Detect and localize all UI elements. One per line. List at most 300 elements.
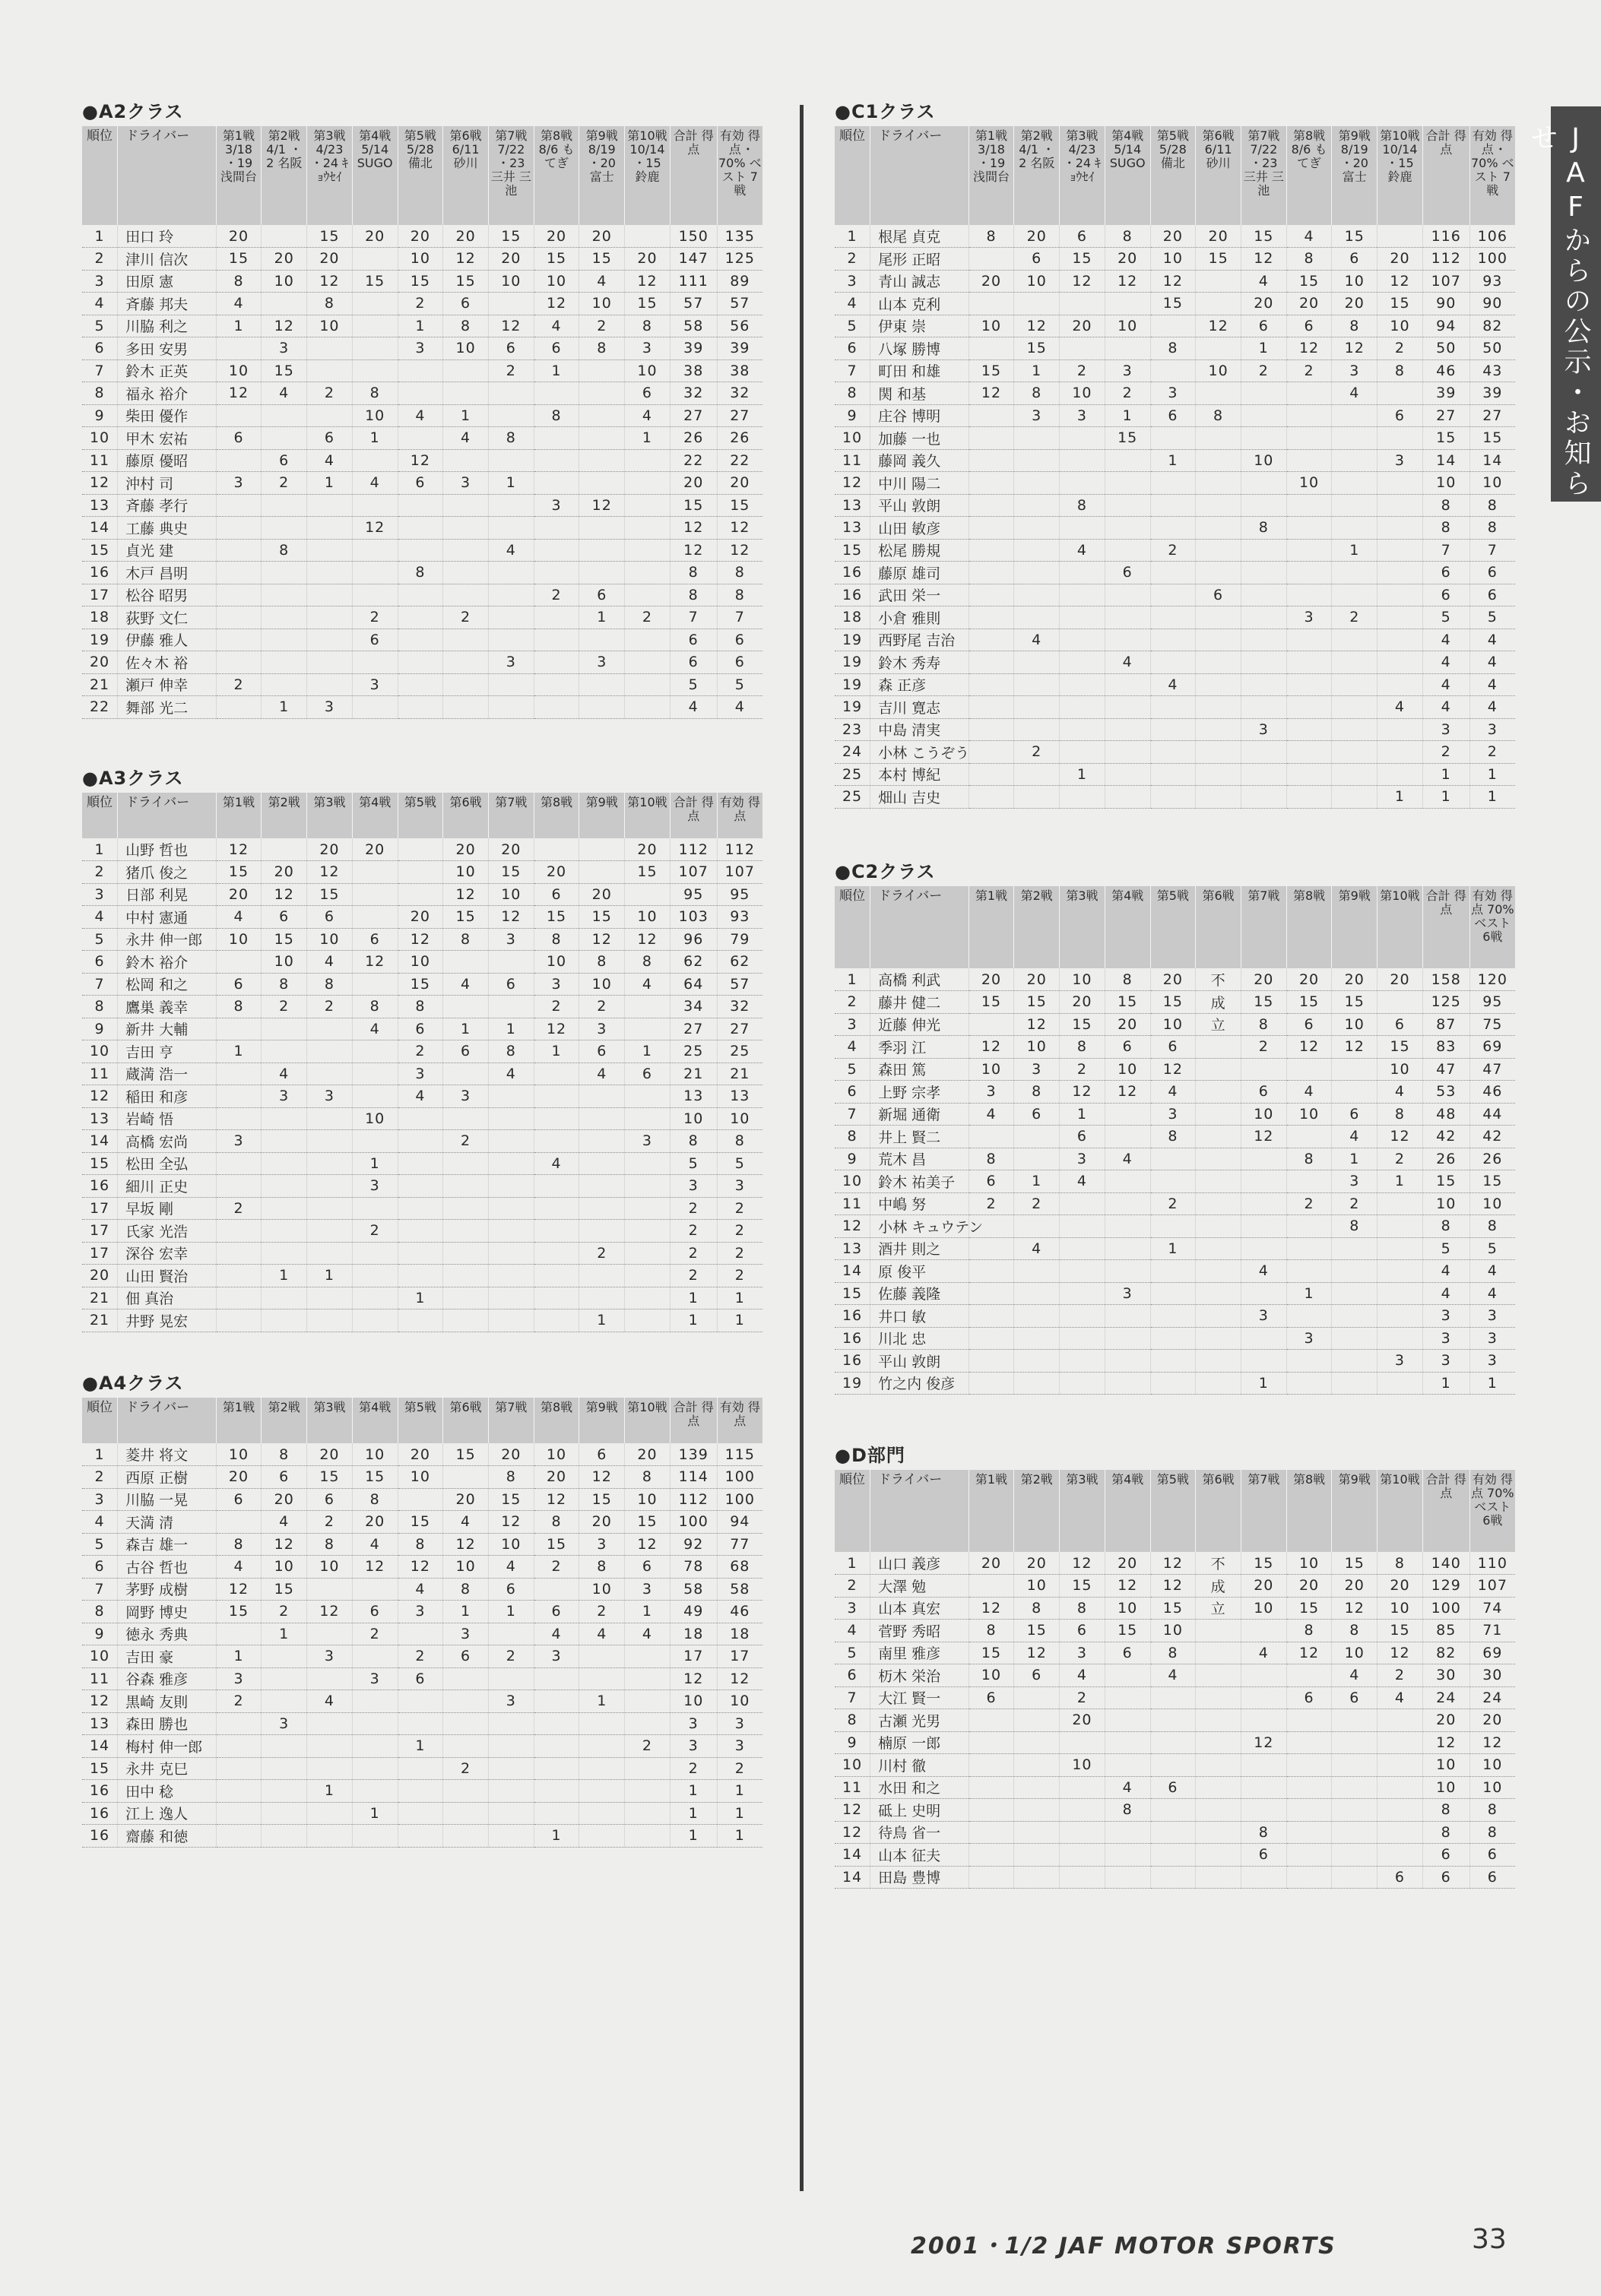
score-cell xyxy=(1377,1282,1423,1305)
driver-name: 田口 玲 xyxy=(118,225,217,248)
score-cell xyxy=(1377,1237,1423,1260)
rank-cell: 14 xyxy=(835,1866,870,1889)
score-cell xyxy=(488,629,534,651)
score-cell: 2 xyxy=(1377,1664,1423,1687)
score-cell: 1 xyxy=(352,427,398,450)
table-row xyxy=(82,472,762,495)
score-cell: 12 xyxy=(1150,1552,1196,1575)
score-cell xyxy=(1196,696,1241,719)
score-cell xyxy=(1014,1731,1060,1754)
score-cell: 20 xyxy=(488,1443,534,1466)
rank-cell: 5 xyxy=(835,315,870,337)
score-cell: 1 xyxy=(488,1601,534,1623)
score-cell: 12 xyxy=(1241,1731,1286,1754)
score-cell xyxy=(1014,1148,1060,1170)
score-cell: 3 xyxy=(488,1690,534,1713)
points-cell: 125 xyxy=(1422,991,1469,1014)
score-cell: 1 xyxy=(579,1690,625,1713)
score-cell xyxy=(969,1799,1014,1822)
driver-name: 山本 真宏 xyxy=(870,1597,969,1620)
points-cell: 4 xyxy=(1422,651,1469,674)
score-cell xyxy=(1196,763,1241,786)
score-cell xyxy=(534,1130,579,1153)
score-cell xyxy=(443,1712,489,1735)
score-cell: 10 xyxy=(1286,1552,1332,1575)
standings-table xyxy=(835,126,1515,809)
score-cell: 2 xyxy=(579,1242,625,1265)
score-cell xyxy=(488,1623,534,1645)
table-row xyxy=(82,1690,762,1713)
score-cell: 8 xyxy=(534,928,579,951)
score-cell xyxy=(398,1152,443,1175)
score-cell xyxy=(443,449,489,472)
score-cell xyxy=(1150,1821,1196,1844)
points-cell: 57 xyxy=(717,293,762,315)
score-cell xyxy=(1060,1821,1105,1844)
score-cell: 4 xyxy=(625,404,671,427)
score-cell xyxy=(1241,696,1286,719)
score-cell: 12 xyxy=(969,382,1014,405)
score-cell xyxy=(534,1667,579,1690)
score-cell: 4 xyxy=(443,427,489,450)
points-cell: 24 xyxy=(1469,1686,1515,1709)
score-cell: 6 xyxy=(262,449,307,472)
driver-name: 佐々木 裕 xyxy=(118,651,217,674)
table-row xyxy=(82,1488,762,1511)
score-cell: 15 xyxy=(307,883,353,906)
driver-header: ドライバー xyxy=(118,1398,217,1443)
score-cell xyxy=(488,1780,534,1803)
score-cell: 6 xyxy=(1377,1013,1423,1036)
score-cell: 4 xyxy=(216,1556,262,1579)
score-cell xyxy=(969,293,1014,315)
score-cell: 12 xyxy=(579,494,625,517)
score-cell: 4 xyxy=(443,1511,489,1534)
score-cell: 8 xyxy=(1286,248,1332,271)
score-cell xyxy=(488,1310,534,1332)
d-class-section xyxy=(835,1441,1515,1889)
score-cell: 4 xyxy=(262,382,307,405)
score-cell xyxy=(1377,1327,1423,1350)
score-cell: 20 xyxy=(969,1552,1014,1575)
round-header: 第5戦 5/28 備北 xyxy=(1150,126,1196,225)
score-cell: 3 xyxy=(488,928,534,951)
score-cell xyxy=(1014,1215,1060,1238)
standings-table xyxy=(835,1470,1515,1889)
score-cell: 8 xyxy=(1377,359,1423,382)
score-cell: 8 xyxy=(1014,1081,1060,1104)
score-cell: 4 xyxy=(579,270,625,293)
score-cell: 2 xyxy=(352,606,398,629)
score-cell: 10 xyxy=(1377,1058,1423,1081)
score-cell: 12 xyxy=(488,906,534,929)
driver-name: 吉川 寛志 xyxy=(870,696,969,719)
driver-name: 谷森 雅彦 xyxy=(118,1667,217,1690)
score-cell: 3 xyxy=(1332,359,1377,382)
score-cell: 2 xyxy=(534,584,579,606)
score-cell: 3 xyxy=(534,973,579,996)
score-cell xyxy=(443,1062,489,1085)
score-cell xyxy=(1241,472,1286,495)
points-cell: 150 xyxy=(670,225,717,248)
score-cell xyxy=(579,1780,625,1803)
points-cell: 43 xyxy=(1469,359,1515,382)
score-cell xyxy=(1377,1192,1423,1215)
points-cell: 30 xyxy=(1422,1664,1469,1687)
round-header: 第7戦 7/22 ・23 三井 三池 xyxy=(1241,126,1286,225)
score-cell: 12 xyxy=(1286,337,1332,360)
round-header: 第8戦 xyxy=(1286,886,1332,968)
score-cell: 4 xyxy=(1060,1664,1105,1687)
score-cell: 2 xyxy=(1014,741,1060,764)
score-cell xyxy=(488,293,534,315)
score-cell xyxy=(579,1712,625,1735)
score-cell xyxy=(398,1197,443,1220)
score-cell: 10 xyxy=(1060,968,1105,991)
score-cell: 成 xyxy=(1196,1575,1241,1598)
score-cell xyxy=(443,1690,489,1713)
points-cell: 1 xyxy=(670,1780,717,1803)
c2-class-section xyxy=(835,857,1515,1395)
score-cell: 2 xyxy=(352,1623,398,1645)
points-cell: 3 xyxy=(1469,718,1515,741)
points-cell: 12 xyxy=(670,539,717,562)
score-cell xyxy=(1241,539,1286,562)
score-cell xyxy=(534,1578,579,1601)
rank-cell: 1 xyxy=(82,1443,118,1466)
score-cell: 6 xyxy=(1332,248,1377,271)
points-cell: 8 xyxy=(717,584,762,606)
score-cell xyxy=(488,1130,534,1153)
score-cell: 6 xyxy=(1060,1620,1105,1642)
points-cell: 50 xyxy=(1422,337,1469,360)
score-cell xyxy=(1241,1350,1286,1373)
score-cell xyxy=(1196,1036,1241,1059)
points-cell: 10 xyxy=(670,1690,717,1713)
score-cell xyxy=(488,1242,534,1265)
score-cell xyxy=(1377,763,1423,786)
score-cell xyxy=(1241,651,1286,674)
score-cell xyxy=(969,1350,1014,1373)
points-cell: 3 xyxy=(670,1735,717,1758)
score-cell xyxy=(1105,539,1150,562)
score-cell: 4 xyxy=(1286,1081,1332,1104)
points-cell: 3 xyxy=(717,1175,762,1198)
score-cell: 10 xyxy=(307,1556,353,1579)
rank-cell: 19 xyxy=(835,696,870,719)
score-cell xyxy=(1150,1282,1196,1305)
score-cell xyxy=(1286,673,1332,696)
points-cell: 5 xyxy=(717,673,762,696)
round-header: 第7戦 xyxy=(488,793,534,838)
score-cell xyxy=(307,517,353,540)
score-cell: 12 xyxy=(398,449,443,472)
driver-name: 蔵満 浩一 xyxy=(118,1062,217,1085)
points-cell: 10 xyxy=(670,1107,717,1130)
round-header: 第3戦 4/23 ・24 ｷｮｳｾｲ xyxy=(1060,126,1105,225)
score-cell xyxy=(1150,718,1196,741)
score-cell: 不 xyxy=(1196,1552,1241,1575)
table-row xyxy=(82,248,762,271)
rank-cell: 19 xyxy=(835,1372,870,1395)
points-cell: 10 xyxy=(1422,472,1469,495)
driver-name: 舞部 光二 xyxy=(118,696,217,719)
score-cell: 15 xyxy=(262,359,307,382)
driver-name: 古谷 哲也 xyxy=(118,1556,217,1579)
score-cell xyxy=(216,1018,262,1040)
score-cell xyxy=(1377,539,1423,562)
score-cell xyxy=(1377,1260,1423,1283)
score-cell xyxy=(1196,1866,1241,1889)
score-cell: 3 xyxy=(1377,1350,1423,1373)
score-cell xyxy=(1150,427,1196,450)
score-cell: 3 xyxy=(443,472,489,495)
points-header: 有効 得点 xyxy=(717,793,762,838)
driver-name: 松田 全弘 xyxy=(118,1152,217,1175)
score-cell xyxy=(579,1197,625,1220)
table-row xyxy=(82,1601,762,1623)
score-cell xyxy=(1196,651,1241,674)
driver-name: 早坂 剛 xyxy=(118,1197,217,1220)
table-row xyxy=(82,1107,762,1130)
score-cell xyxy=(1377,1305,1423,1328)
points-cell: 57 xyxy=(670,293,717,315)
score-cell: 4 xyxy=(1241,1260,1286,1283)
score-cell xyxy=(262,1645,307,1668)
driver-name: 鈴木 秀寿 xyxy=(870,651,969,674)
score-cell xyxy=(579,1085,625,1108)
driver-name: 大澤 勉 xyxy=(870,1575,969,1598)
score-cell: 20 xyxy=(262,861,307,884)
score-cell xyxy=(1150,606,1196,629)
score-cell xyxy=(534,838,579,861)
rank-cell: 3 xyxy=(835,1013,870,1036)
round-header: 第1戦 3/18 ・19 浅間台 xyxy=(216,126,262,225)
score-cell: 15 xyxy=(1150,991,1196,1014)
score-cell: 10 xyxy=(534,1443,579,1466)
score-cell: 10 xyxy=(443,337,489,360)
score-cell: 2 xyxy=(307,996,353,1018)
rank-cell: 16 xyxy=(835,584,870,606)
driver-name: 井野 晃宏 xyxy=(118,1310,217,1332)
table-row xyxy=(835,1821,1515,1844)
score-cell: 2 xyxy=(443,1757,489,1780)
score-cell: 2 xyxy=(1377,337,1423,360)
score-cell: 6 xyxy=(1332,1103,1377,1126)
score-cell xyxy=(625,1712,671,1735)
score-cell: 20 xyxy=(1286,293,1332,315)
rank-cell: 7 xyxy=(835,359,870,382)
driver-name: 原 俊平 xyxy=(870,1260,969,1283)
score-cell: 15 xyxy=(1105,1620,1150,1642)
score-cell xyxy=(1105,1821,1150,1844)
score-cell xyxy=(1105,741,1150,764)
score-cell xyxy=(398,517,443,540)
score-cell: 15 xyxy=(534,906,579,929)
score-cell xyxy=(352,494,398,517)
score-cell xyxy=(969,1372,1014,1395)
round-header: 第9戦 8/19 ・20 富士 xyxy=(1332,126,1377,225)
score-cell xyxy=(216,1265,262,1287)
score-cell: 15 xyxy=(534,1533,579,1556)
score-cell xyxy=(443,1220,489,1243)
points-cell: 103 xyxy=(670,906,717,929)
score-cell xyxy=(216,1175,262,1198)
rank-cell: 9 xyxy=(835,1148,870,1170)
score-cell xyxy=(1377,991,1423,1014)
rank-cell: 11 xyxy=(82,449,118,472)
score-cell: 2 xyxy=(1060,1686,1105,1709)
points-cell: 77 xyxy=(717,1533,762,1556)
score-cell: 1 xyxy=(625,427,671,450)
score-cell: 20 xyxy=(1332,1575,1377,1598)
score-cell: 4 xyxy=(579,1062,625,1085)
score-cell xyxy=(579,1802,625,1825)
score-cell: 6 xyxy=(307,906,353,929)
score-cell: 10 xyxy=(969,1058,1014,1081)
points-cell: 5 xyxy=(670,673,717,696)
score-cell: 2 xyxy=(1150,539,1196,562)
driver-name: 茅野 成樹 xyxy=(118,1578,217,1601)
score-cell xyxy=(1105,472,1150,495)
points-cell: 1 xyxy=(670,1825,717,1848)
score-cell xyxy=(1014,718,1060,741)
score-cell xyxy=(262,606,307,629)
score-cell xyxy=(352,248,398,271)
score-cell: 12 xyxy=(216,1578,262,1601)
points-cell: 8 xyxy=(1422,1821,1469,1844)
score-cell xyxy=(625,1690,671,1713)
rank-cell: 16 xyxy=(82,1802,118,1825)
score-cell: 3 xyxy=(534,494,579,517)
score-cell: 2 xyxy=(398,1040,443,1063)
points-cell: 6 xyxy=(1469,1844,1515,1867)
round-header: 第6戦 xyxy=(443,1398,489,1443)
score-cell xyxy=(1060,651,1105,674)
score-cell: 15 xyxy=(1332,225,1377,248)
rank-cell: 9 xyxy=(82,1623,118,1645)
score-cell xyxy=(625,449,671,472)
score-cell xyxy=(307,359,353,382)
score-cell xyxy=(1196,539,1241,562)
score-cell: 12 xyxy=(488,315,534,337)
score-cell xyxy=(1060,1776,1105,1799)
points-cell: 3 xyxy=(670,1175,717,1198)
table-row xyxy=(835,991,1515,1014)
rank-cell: 5 xyxy=(835,1058,870,1081)
points-cell: 1 xyxy=(1422,763,1469,786)
driver-header: ドライバー xyxy=(118,793,217,838)
points-cell: 2 xyxy=(717,1197,762,1220)
points-cell: 34 xyxy=(670,996,717,1018)
score-cell: 3 xyxy=(1060,1148,1105,1170)
score-cell xyxy=(579,449,625,472)
score-cell: 20 xyxy=(969,270,1014,293)
table-row xyxy=(835,741,1515,764)
points-cell: 56 xyxy=(717,315,762,337)
score-cell: 8 xyxy=(443,1578,489,1601)
score-cell xyxy=(307,1712,353,1735)
rank-cell: 11 xyxy=(835,449,870,472)
score-cell: 8 xyxy=(1241,1013,1286,1036)
score-cell xyxy=(579,1825,625,1848)
score-cell xyxy=(1196,1058,1241,1081)
score-cell xyxy=(352,1310,398,1332)
score-cell: 立 xyxy=(1196,1597,1241,1620)
round-header: 第8戦 xyxy=(1286,1470,1332,1552)
points-cell: 8 xyxy=(1422,494,1469,517)
score-cell xyxy=(1241,786,1286,809)
round-header: 第3戦 xyxy=(307,793,353,838)
points-cell: 25 xyxy=(717,1040,762,1063)
points-cell: 8 xyxy=(1422,1215,1469,1238)
score-cell: 12 xyxy=(1105,1081,1150,1104)
table-row xyxy=(82,1130,762,1153)
score-cell: 3 xyxy=(262,1085,307,1108)
score-cell xyxy=(1196,1305,1241,1328)
score-cell xyxy=(1196,1844,1241,1867)
score-cell xyxy=(534,1310,579,1332)
score-cell: 20 xyxy=(1377,1575,1423,1598)
score-cell xyxy=(398,1780,443,1803)
round-header: 第5戦 xyxy=(398,1398,443,1443)
score-cell xyxy=(1241,382,1286,405)
score-cell: 10 xyxy=(1060,382,1105,405)
score-cell: 3 xyxy=(262,1712,307,1735)
score-cell: 15 xyxy=(352,1466,398,1489)
a2-class-section xyxy=(82,97,762,719)
score-cell xyxy=(1060,1215,1105,1238)
score-cell xyxy=(969,1709,1014,1732)
driver-name: 齋藤 和徳 xyxy=(118,1825,217,1848)
score-cell xyxy=(1286,1215,1332,1238)
points-cell: 30 xyxy=(1469,1664,1515,1687)
points-cell: 139 xyxy=(670,1443,717,1466)
points-cell: 6 xyxy=(717,629,762,651)
round-header: 第2戦 xyxy=(262,1398,307,1443)
score-cell xyxy=(398,1265,443,1287)
score-cell: 1 xyxy=(1105,404,1150,427)
points-cell: 10 xyxy=(1469,1754,1515,1777)
score-cell xyxy=(1241,1709,1286,1732)
score-cell xyxy=(1241,1058,1286,1081)
score-cell xyxy=(443,1265,489,1287)
score-cell: 4 xyxy=(488,1556,534,1579)
round-header: 第4戦 5/14 SUGO xyxy=(352,126,398,225)
score-cell xyxy=(1105,1686,1150,1709)
score-cell: 8 xyxy=(262,1443,307,1466)
score-cell xyxy=(262,1018,307,1040)
score-cell: 12 xyxy=(307,861,353,884)
rank-cell: 4 xyxy=(835,293,870,315)
score-cell: 3 xyxy=(579,1018,625,1040)
score-cell xyxy=(1105,584,1150,606)
table-row xyxy=(82,517,762,540)
score-cell: 8 xyxy=(1105,1799,1150,1822)
score-cell: 10 xyxy=(1241,1103,1286,1126)
score-cell: 20 xyxy=(625,1443,671,1466)
score-cell xyxy=(1105,1731,1150,1754)
score-cell: 4 xyxy=(307,449,353,472)
score-cell: 10 xyxy=(1014,1036,1060,1059)
points-cell: 64 xyxy=(670,973,717,996)
score-cell: 20 xyxy=(1060,1709,1105,1732)
score-cell: 10 xyxy=(1014,270,1060,293)
score-cell xyxy=(1286,1260,1332,1283)
score-cell xyxy=(488,404,534,427)
score-cell: 2 xyxy=(443,606,489,629)
table-row xyxy=(835,1731,1515,1754)
